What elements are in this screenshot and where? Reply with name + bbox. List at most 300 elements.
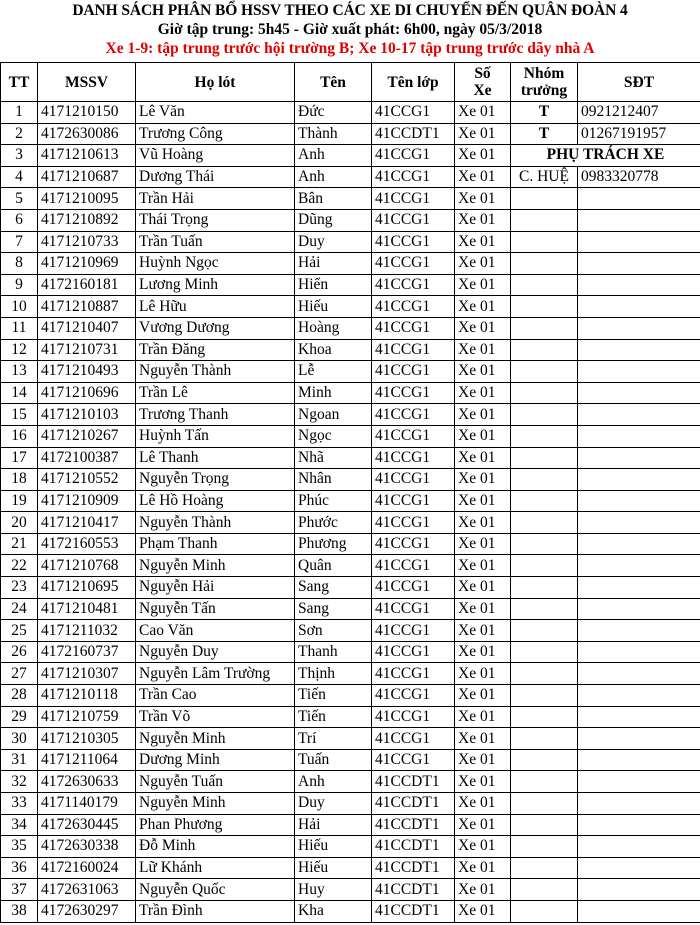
row-holot: Trần Tuấn xyxy=(136,231,295,253)
row-xe: Xe 01 xyxy=(455,793,511,815)
table-row xyxy=(1,274,700,296)
column-header-nhomtruong xyxy=(511,63,578,102)
row-tt: 14 xyxy=(1,382,38,404)
row-ten: Sang xyxy=(295,577,372,599)
row-nhom-truong xyxy=(511,231,578,253)
row-tt: 5 xyxy=(1,188,38,210)
row-nhom-truong xyxy=(511,209,578,231)
row-ten: Phương xyxy=(295,533,372,555)
row-lop: 41CCDT1 xyxy=(372,123,455,145)
row-nhom-truong xyxy=(511,879,578,901)
row-tt: 35 xyxy=(1,836,38,858)
row-nhom-truong xyxy=(511,447,578,469)
row-xe: Xe 01 xyxy=(455,490,511,512)
row-sdt xyxy=(578,641,700,663)
row-tt: 9 xyxy=(1,274,38,296)
row-tt: 13 xyxy=(1,361,38,383)
table-row xyxy=(1,447,700,469)
table-row xyxy=(1,793,700,815)
row-xe: Xe 01 xyxy=(455,404,511,426)
row-ten: Anh xyxy=(295,166,372,188)
row-lop: 41CCG1 xyxy=(372,339,455,361)
row-sdt xyxy=(578,253,700,275)
row-mssv: 4171210552 xyxy=(38,469,136,491)
row-ten: Hoàng xyxy=(295,317,372,339)
row-xe: Xe 01 xyxy=(455,166,511,188)
row-xe: Xe 01 xyxy=(455,231,511,253)
row-ten: Hải xyxy=(295,814,372,836)
column-header-soxe xyxy=(455,63,511,102)
row-holot: Lê Hữu xyxy=(136,296,295,318)
row-xe: Xe 01 xyxy=(455,685,511,707)
row-sdt xyxy=(578,490,700,512)
row-ten: Huy xyxy=(295,879,372,901)
row-xe: Xe 01 xyxy=(455,555,511,577)
row-tt: 36 xyxy=(1,857,38,879)
row-xe: Xe 01 xyxy=(455,620,511,642)
row-holot: Nguyễn Thành xyxy=(136,512,295,534)
row-tt: 25 xyxy=(1,620,38,642)
row-lop: 41CCG1 xyxy=(372,728,455,750)
table-row xyxy=(1,209,700,231)
row-ten: Anh xyxy=(295,771,372,793)
row-xe: Xe 01 xyxy=(455,296,511,318)
row-holot: Trương Công xyxy=(136,123,295,145)
row-lop: 41CCDT1 xyxy=(372,836,455,858)
row-mssv: 4171210687 xyxy=(38,166,136,188)
row-mssv: 4171210887 xyxy=(38,296,136,318)
row-sdt xyxy=(578,274,700,296)
row-holot: Phan Phương xyxy=(136,814,295,836)
row-lop: 41CCG1 xyxy=(372,447,455,469)
row-xe: Xe 01 xyxy=(455,274,511,296)
row-xe: Xe 01 xyxy=(455,447,511,469)
row-ten: Ngoan xyxy=(295,404,372,426)
row-lop: 41CCG1 xyxy=(372,641,455,663)
row-nhom-truong xyxy=(511,512,578,534)
row-lop: 41CCG1 xyxy=(372,706,455,728)
row-sdt xyxy=(578,339,700,361)
row-ten: Ngọc xyxy=(295,425,372,447)
roster-table xyxy=(0,62,700,923)
row-tt: 4 xyxy=(1,166,38,188)
row-holot: Cao Văn xyxy=(136,620,295,642)
row-lop: 41CCG1 xyxy=(372,209,455,231)
table-row xyxy=(1,102,700,124)
row-mssv: 4171210095 xyxy=(38,188,136,210)
row-nhom-truong xyxy=(511,296,578,318)
table-row xyxy=(1,512,700,534)
row-tt: 24 xyxy=(1,598,38,620)
row-lop: 41CCG1 xyxy=(372,296,455,318)
row-mssv: 4171210267 xyxy=(38,425,136,447)
row-nhom-truong xyxy=(511,188,578,210)
row-nhom-truong xyxy=(511,425,578,447)
row-nhom-truong xyxy=(511,685,578,707)
row-holot: Huỳnh Tấn xyxy=(136,425,295,447)
row-tt: 17 xyxy=(1,447,38,469)
vehicle-supervisor-name: C. HUỆ xyxy=(511,166,578,188)
row-mssv: 4171210613 xyxy=(38,145,136,167)
row-sdt xyxy=(578,317,700,339)
row-lop: 41CCG1 xyxy=(372,749,455,771)
table-row xyxy=(1,641,700,663)
row-tt: 12 xyxy=(1,339,38,361)
table-row xyxy=(1,339,700,361)
row-sdt xyxy=(578,900,700,922)
row-sdt xyxy=(578,577,700,599)
row-ten: Tiến xyxy=(295,685,372,707)
document-title: DANH SÁCH PHÂN BỔ HSSV THEO CÁC XE DI CHUYỂN ĐẾN QUÂN ĐOÀN 4 xyxy=(72,2,628,19)
row-lop: 41CCG1 xyxy=(372,382,455,404)
row-nhom-truong xyxy=(511,577,578,599)
row-xe: Xe 01 xyxy=(455,771,511,793)
row-sdt xyxy=(578,382,700,404)
row-xe: Xe 01 xyxy=(455,339,511,361)
row-holot: Đỗ Minh xyxy=(136,836,295,858)
row-xe: Xe 01 xyxy=(455,361,511,383)
row-mssv: 4171140179 xyxy=(38,793,136,815)
row-xe: Xe 01 xyxy=(455,900,511,922)
row-tt: 30 xyxy=(1,728,38,750)
row-ten: Minh xyxy=(295,382,372,404)
row-mssv: 4172630445 xyxy=(38,814,136,836)
row-tt: 31 xyxy=(1,749,38,771)
row-sdt xyxy=(578,188,700,210)
table-row xyxy=(1,188,700,210)
row-xe: Xe 01 xyxy=(455,382,511,404)
row-tt: 23 xyxy=(1,577,38,599)
row-holot: Nguyễn Minh xyxy=(136,793,295,815)
row-tt: 7 xyxy=(1,231,38,253)
row-tt: 15 xyxy=(1,404,38,426)
row-holot: Dương Minh xyxy=(136,749,295,771)
row-mssv: 4171210417 xyxy=(38,512,136,534)
row-xe: Xe 01 xyxy=(455,253,511,275)
row-nhom-truong xyxy=(511,771,578,793)
row-ten: Quân xyxy=(295,555,372,577)
row-sdt xyxy=(578,231,700,253)
row-ten: Nhã xyxy=(295,447,372,469)
row-sdt xyxy=(578,728,700,750)
vehicle-supervisor-phone: 0983320778 xyxy=(578,166,700,188)
row-holot: Phạm Thanh xyxy=(136,533,295,555)
vehicle-supervisor-label: PHỤ TRÁCH XE xyxy=(511,145,700,167)
table-row xyxy=(1,900,700,922)
row-mssv: 4172160737 xyxy=(38,641,136,663)
row-xe: Xe 01 xyxy=(455,425,511,447)
row-mssv: 4172630338 xyxy=(38,836,136,858)
row-tt: 20 xyxy=(1,512,38,534)
row-mssv: 4171210103 xyxy=(38,404,136,426)
row-xe: Xe 01 xyxy=(455,533,511,555)
row-mssv: 4171210150 xyxy=(38,102,136,124)
row-xe: Xe 01 xyxy=(455,317,511,339)
row-sdt xyxy=(578,404,700,426)
row-lop: 41CCG1 xyxy=(372,361,455,383)
row-holot: Huỳnh Ngọc xyxy=(136,253,295,275)
row-holot: Trần Đăng xyxy=(136,339,295,361)
row-lop: 41CCG1 xyxy=(372,253,455,275)
row-holot: Thái Trọng xyxy=(136,209,295,231)
row-nhom-truong xyxy=(511,900,578,922)
row-nhom-truong xyxy=(511,857,578,879)
row-mssv: 4171210731 xyxy=(38,339,136,361)
table-row xyxy=(1,253,700,275)
row-tt: 21 xyxy=(1,533,38,555)
row-holot: Lê Thanh xyxy=(136,447,295,469)
row-lop: 41CCG1 xyxy=(372,685,455,707)
row-sdt xyxy=(578,793,700,815)
row-nhom-truong xyxy=(511,317,578,339)
table-row xyxy=(1,749,700,771)
row-xe: Xe 01 xyxy=(455,663,511,685)
row-nhom-truong xyxy=(511,533,578,555)
row-mssv: 4171210696 xyxy=(38,382,136,404)
row-nhom-truong xyxy=(511,814,578,836)
table-row xyxy=(1,685,700,707)
column-header-soxe-line2: Xe xyxy=(473,82,492,99)
row-mssv: 4171210407 xyxy=(38,317,136,339)
row-sdt xyxy=(578,533,700,555)
table-row xyxy=(1,771,700,793)
document-note: Xe 1-9: tập trung trước hội trường B; Xe 10-17 tập trung trước dãy nhà A xyxy=(105,40,595,57)
row-xe: Xe 01 xyxy=(455,512,511,534)
row-lop: 41CCG1 xyxy=(372,469,455,491)
row-lop: 41CCG1 xyxy=(372,317,455,339)
row-tt: 28 xyxy=(1,685,38,707)
row-nhom-truong xyxy=(511,620,578,642)
row-tt: 29 xyxy=(1,706,38,728)
row-ten: Hiếu xyxy=(295,857,372,879)
column-header-soxe-line1: Số xyxy=(474,65,491,82)
row-holot: Trần Đình xyxy=(136,900,295,922)
row-ten: Nhân xyxy=(295,469,372,491)
row-sdt xyxy=(578,620,700,642)
row-sdt xyxy=(578,555,700,577)
row-sdt xyxy=(578,296,700,318)
row-tt: 38 xyxy=(1,900,38,922)
row-lop: 41CCG1 xyxy=(372,166,455,188)
row-ten: Sơn xyxy=(295,620,372,642)
table-row xyxy=(1,728,700,750)
document-subtitle: Giờ tập trung: 5h45 - Giờ xuất phát: 6h00, ngày 05/3/2018 xyxy=(157,21,543,38)
row-nhom-truong xyxy=(511,253,578,275)
row-xe: Xe 01 xyxy=(455,641,511,663)
table-row xyxy=(1,706,700,728)
row-lop: 41CCDT1 xyxy=(372,771,455,793)
row-sdt xyxy=(578,663,700,685)
table-row xyxy=(1,361,700,383)
row-mssv: 4171210493 xyxy=(38,361,136,383)
row-tt: 34 xyxy=(1,814,38,836)
row-ten: Thanh xyxy=(295,641,372,663)
table-row xyxy=(1,317,700,339)
table-row xyxy=(1,857,700,879)
row-tt: 26 xyxy=(1,641,38,663)
row-sdt xyxy=(578,512,700,534)
table-row xyxy=(1,231,700,253)
row-sdt xyxy=(578,361,700,383)
row-xe: Xe 01 xyxy=(455,598,511,620)
table-row xyxy=(1,166,700,188)
row-mssv: 4171210969 xyxy=(38,253,136,275)
row-xe: Xe 01 xyxy=(455,577,511,599)
table-row xyxy=(1,879,700,901)
row-lop: 41CCG1 xyxy=(372,404,455,426)
row-mssv: 4172630633 xyxy=(38,771,136,793)
row-sdt xyxy=(578,879,700,901)
row-holot: Lê Hồ Hoàng xyxy=(136,490,295,512)
group-leader-phone: 01267191957 xyxy=(578,123,700,145)
row-lop: 41CCG1 xyxy=(372,231,455,253)
row-holot: Nguyễn Minh xyxy=(136,728,295,750)
row-xe: Xe 01 xyxy=(455,102,511,124)
row-tt: 6 xyxy=(1,209,38,231)
row-mssv: 4171210118 xyxy=(38,685,136,707)
row-nhom-truong xyxy=(511,749,578,771)
row-nhom-truong xyxy=(511,598,578,620)
row-sdt xyxy=(578,598,700,620)
row-holot: Lương Minh xyxy=(136,274,295,296)
row-ten: Phúc xyxy=(295,490,372,512)
row-ten: Tiến xyxy=(295,706,372,728)
row-tt: 33 xyxy=(1,793,38,815)
row-holot: Nguyễn Duy xyxy=(136,641,295,663)
row-lop: 41CCDT1 xyxy=(372,814,455,836)
row-mssv: 4172630086 xyxy=(38,123,136,145)
row-nhom-truong xyxy=(511,793,578,815)
row-nhom-truong xyxy=(511,641,578,663)
row-nhom-truong xyxy=(511,728,578,750)
row-nhom-truong xyxy=(511,555,578,577)
row-holot: Trương Thanh xyxy=(136,404,295,426)
row-xe: Xe 01 xyxy=(455,879,511,901)
row-sdt xyxy=(578,209,700,231)
row-ten: Dũng xyxy=(295,209,372,231)
row-mssv: 4171210892 xyxy=(38,209,136,231)
row-lop: 41CCG1 xyxy=(372,490,455,512)
row-holot: Nguyễn Tuấn xyxy=(136,771,295,793)
column-header-tenlop: Tên lớp xyxy=(372,63,455,102)
row-ten: Phước xyxy=(295,512,372,534)
group-leader-phone: 0921212407 xyxy=(578,102,700,124)
row-lop: 41CCG1 xyxy=(372,598,455,620)
row-ten: Hiếu xyxy=(295,836,372,858)
table-row xyxy=(1,296,700,318)
roster-body xyxy=(1,102,700,923)
row-xe: Xe 01 xyxy=(455,728,511,750)
row-ten: Tuấn xyxy=(295,749,372,771)
row-xe: Xe 01 xyxy=(455,814,511,836)
row-holot: Nguyễn Minh xyxy=(136,555,295,577)
row-mssv: 4171210759 xyxy=(38,706,136,728)
row-lop: 41CCG1 xyxy=(372,577,455,599)
row-mssv: 4171210909 xyxy=(38,490,136,512)
row-nhom-truong xyxy=(511,404,578,426)
row-lop: 41CCDT1 xyxy=(372,879,455,901)
row-tt: 1 xyxy=(1,102,38,124)
row-xe: Xe 01 xyxy=(455,706,511,728)
table-row xyxy=(1,555,700,577)
table-row xyxy=(1,533,700,555)
row-tt: 18 xyxy=(1,469,38,491)
row-xe: Xe 01 xyxy=(455,123,511,145)
row-holot: Lê Văn xyxy=(136,102,295,124)
row-holot: Lữ Khánh xyxy=(136,857,295,879)
table-row xyxy=(1,836,700,858)
table-row xyxy=(1,123,700,145)
row-tt: 22 xyxy=(1,555,38,577)
row-mssv: 4171210733 xyxy=(38,231,136,253)
row-sdt xyxy=(578,425,700,447)
table-row xyxy=(1,620,700,642)
table-row xyxy=(1,404,700,426)
row-tt: 27 xyxy=(1,663,38,685)
group-leader-mark: T xyxy=(511,123,578,145)
row-sdt xyxy=(578,771,700,793)
row-lop: 41CCG1 xyxy=(372,188,455,210)
row-lop: 41CCG1 xyxy=(372,102,455,124)
row-mssv: 4171210307 xyxy=(38,663,136,685)
row-nhom-truong xyxy=(511,490,578,512)
row-ten: Duy xyxy=(295,231,372,253)
row-tt: 11 xyxy=(1,317,38,339)
row-ten: Trí xyxy=(295,728,372,750)
row-ten: Anh xyxy=(295,145,372,167)
row-sdt xyxy=(578,685,700,707)
row-lop: 41CCDT1 xyxy=(372,793,455,815)
row-ten: Thành xyxy=(295,123,372,145)
row-ten: Hải xyxy=(295,253,372,275)
row-ten: Duy xyxy=(295,793,372,815)
row-mssv: 4171211032 xyxy=(38,620,136,642)
row-tt: 37 xyxy=(1,879,38,901)
row-lop: 41CCG1 xyxy=(372,663,455,685)
row-lop: 41CCG1 xyxy=(372,145,455,167)
row-tt: 32 xyxy=(1,771,38,793)
row-holot: Nguyễn Thành xyxy=(136,361,295,383)
table-row xyxy=(1,469,700,491)
row-mssv: 4171210305 xyxy=(38,728,136,750)
row-sdt xyxy=(578,814,700,836)
row-ten: Kha xyxy=(295,900,372,922)
row-xe: Xe 01 xyxy=(455,209,511,231)
row-sdt xyxy=(578,749,700,771)
row-holot: Vũ Hoàng xyxy=(136,145,295,167)
row-ten: Khoa xyxy=(295,339,372,361)
row-lop: 41CCDT1 xyxy=(372,857,455,879)
row-lop: 41CCG1 xyxy=(372,555,455,577)
row-lop: 41CCG1 xyxy=(372,274,455,296)
row-mssv: 4172631063 xyxy=(38,879,136,901)
column-header-ten: Tên xyxy=(295,63,372,102)
table-row xyxy=(1,577,700,599)
row-xe: Xe 01 xyxy=(455,836,511,858)
row-mssv: 4172630297 xyxy=(38,900,136,922)
row-sdt xyxy=(578,836,700,858)
column-header-nhomtruong-line2: trưởng xyxy=(520,82,568,99)
row-ten: Bân xyxy=(295,188,372,210)
row-mssv: 4172160181 xyxy=(38,274,136,296)
row-mssv: 4171210768 xyxy=(38,555,136,577)
column-header-nhomtruong-line1: Nhóm xyxy=(523,65,565,82)
row-holot: Trần Hải xyxy=(136,188,295,210)
row-mssv: 4171210481 xyxy=(38,598,136,620)
row-nhom-truong xyxy=(511,274,578,296)
column-header-tt: TT xyxy=(1,63,38,102)
table-row xyxy=(1,814,700,836)
